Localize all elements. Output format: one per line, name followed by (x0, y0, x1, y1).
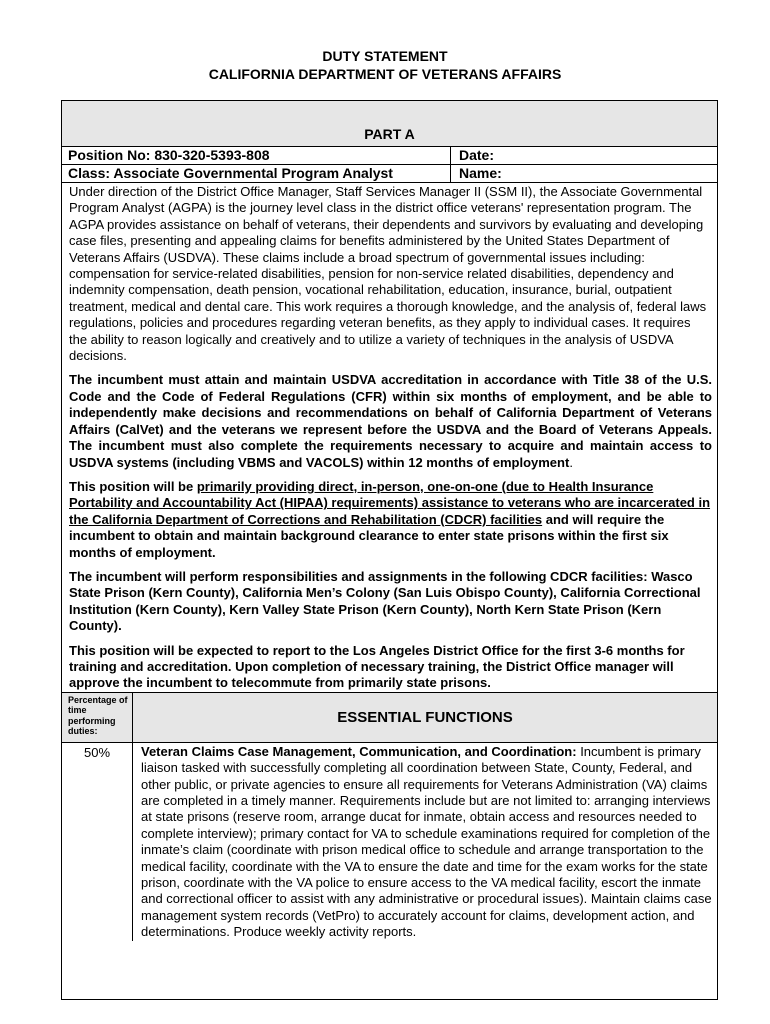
task-heading: Veteran Claims Case Management, Communication, and Coordination: (141, 743, 577, 759)
position-row (62, 147, 717, 165)
essential-functions-header (62, 692, 717, 742)
department-heading: CALIFORNIA DEPARTMENT OF VETERANS AFFAIRS (208, 66, 562, 82)
facilities-paragraph: The incumbent will perform responsibilities and assignments in the following CDCR facilities: Wasco State Prison (Kern County), California Men’s Colony (San Luis Obispo County), California Correctional Institution (Kern County), Kern Valley State Prison (Kern County), North Kern State Prison (Kern County). (69, 568, 701, 634)
name-field: Name: (459, 165, 502, 181)
accreditation-paragraph (69, 372, 712, 470)
task-row (62, 742, 717, 941)
date-field: Date: (459, 147, 495, 163)
accreditation-period: . (569, 454, 573, 470)
essential-functions-title: ESSENTIAL FUNCTIONS (133, 693, 717, 742)
position-number: Position No: 830-320-5393-808 (62, 147, 451, 164)
class-row (62, 165, 717, 183)
position-description (62, 183, 717, 692)
percentage-header: Percentage of time performing duties: (62, 693, 133, 742)
task-text: Incumbent is primary liaison tasked with successfully completing all coordination between State, County, Federal, and other public, or private agencies to ensure all requirements for Veterans Administration (VA) claims are completed in a timely manner. Requirements include but are not limited to: arranging interviews at state prisons (reserve room, arrange ducat for inmate, obtain access and resources needed to complete interview); primary contact for VA to schedule examinations required for completion of the inmate’s claim (coordinate with prison medical office to schedule and arrange transportation to the medical facility, coordinate with the VA to ensure the date and time for the exam works for the state prison, coordinate with the VA police to ensure access to the VA medical facility, escort the inmate and correctional officer to assist with any administrative or procedural issues). Maintain claims case management system records (VetPro) to accurately account for claims, development action, and determinations. Produce weekly activity reports. (141, 743, 712, 940)
duty-statement-form (61, 100, 718, 1000)
intro-paragraph: Under direction of the District Office Manager, Staff Services Manager II (SSM II), the Associate Governmental Program Analyst (AGPA) is the journey level class in the district office veterans' representation program. The AGPA provides assistance on behalf of veterans, their dependents and survivors by evaluating and developing case files, presenting and appealing claims for benefits administered by the United States Department of Veterans Affairs (USDVA). These claims include a broad spectrum of governmental issues including: compensation for service-related disabilities, pension for non-service related disabilities, dependency and indemnity compensation, death pension, vocational rehabilitation, education, insurance, burial, outpatient treatment, medical and dental care. This work requires a thorough knowledge, and the analysis of, federal laws regulations, policies and procedures regarding veteran benefits, as they apply to individual cases. It requires the ability to reason logically and creatively and to utilize a variety of techniques in the analysis of USDVA decisions. (69, 184, 707, 364)
hipaa-underlined: primarily providing direct, in-person, one-on-one (due to Health Insurance Portability and Accountability Act (HIPAA) requirements) assistance to veterans who are incarcerated in the California Department of Corrections and Rehabilitation (CDCR) facilities (69, 478, 711, 527)
accreditation-text: The incumbent must attain and maintain USDVA accreditation in accordance with Title 38 of the U.S. Code and the Code of Federal Regulations (CFR) within six months of employment, and be able to independently make decisions and recommendations on behalf of California Department of Veterans Affairs (CalVet) and the veterans we represent before the USDVA and the Board of Veterans Appeals. The incumbent must also complete the requirements necessary to acquire and maintain access to USDVA systems (including VBMS and VACOLS) within 12 months of employment (69, 372, 712, 470)
class-title: Class: Associate Governmental Program Analyst (62, 165, 451, 182)
hipaa-paragraph (69, 479, 712, 561)
report-paragraph: This position will be expected to report to the Los Angeles District Office for the first 3-6 months for training and accreditation. Upon completion of necessary training, the District Office manager will approve the incumbent to telecommute from primarily state prisons. (69, 642, 685, 691)
document-title (0, 47, 770, 83)
duty-statement-heading: DUTY STATEMENT (322, 48, 448, 64)
task-percentage: 50% (62, 743, 133, 941)
hipaa-tail: and will require the incumbent to obtain and maintain background clearance to enter state prisons within the first six months of employment. (69, 511, 669, 560)
part-a-header: PART A (62, 101, 717, 147)
hipaa-lead: This position will be (69, 478, 197, 494)
task-description (133, 743, 717, 941)
